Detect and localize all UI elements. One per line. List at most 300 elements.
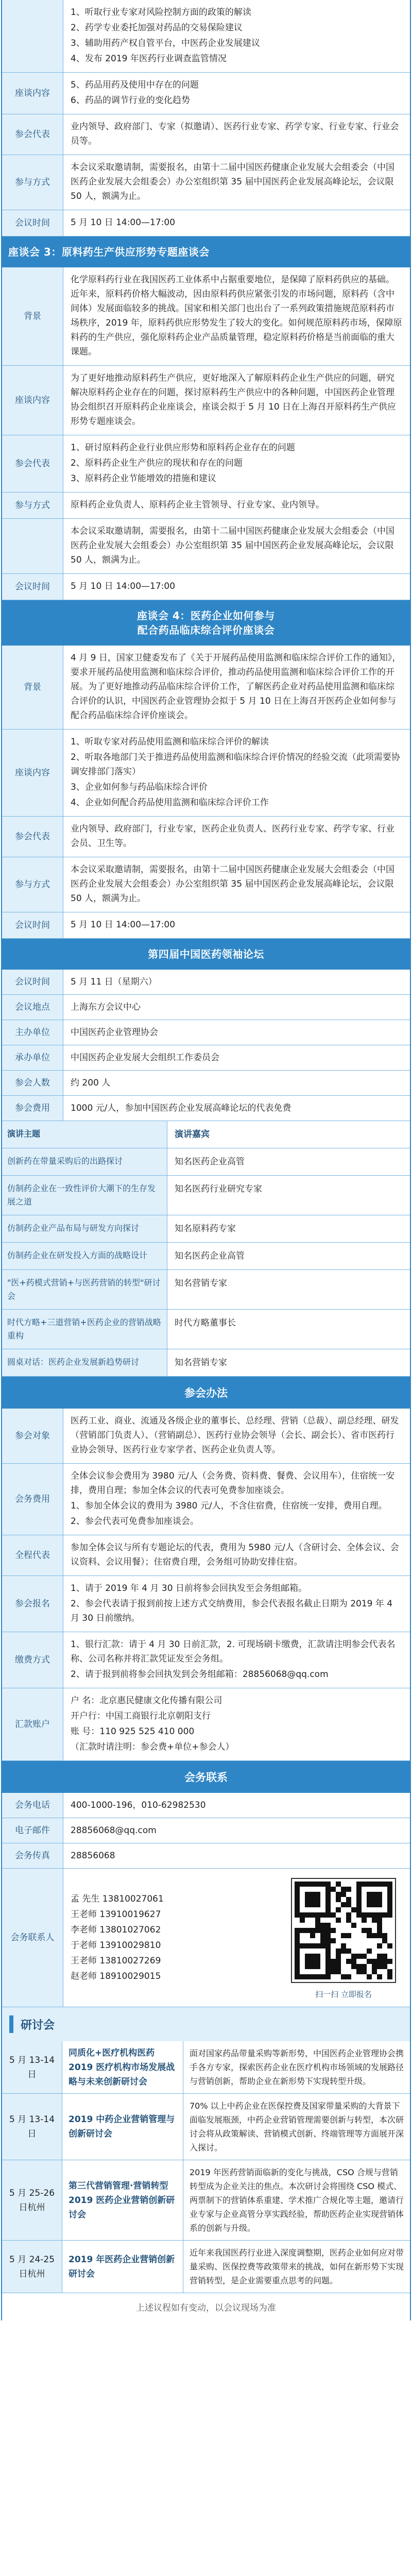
qr-module: [372, 1933, 377, 1938]
speech-row: [2, 1349, 410, 1377]
qr-module: [310, 1902, 315, 1907]
qr-module: [315, 1882, 320, 1887]
qr-module: [341, 1974, 346, 1979]
qr-module: [356, 1902, 362, 1907]
contacts-row: [2, 1869, 410, 2007]
s5-row: [2, 1535, 410, 1576]
contact-person: 王老师 13910019627: [71, 1909, 161, 1920]
s5-row-line: 1、银行汇款：请于 4 月 30 日前汇款，2. 可现场刷卡缴费，汇款请注明参会代表名称、公司名称并将汇款凭证发至会务组。: [71, 1639, 396, 1664]
s1-row-value: [63, 210, 410, 236]
s5-row-line: 医药工业、商业、流通及各级企业的董事长、总经理、营销（总裁）、副总经理、研发（营销部门负责人）、（营销副总）、医药行业协会领导（会长、副会长）、省市医药行业协会领导、医药行业专家学者、医药企业负责人等。: [71, 1416, 399, 1455]
s2-row: [2, 493, 410, 519]
seminar-description: 面对国家药品带量采购等新形势，中国医药企业管理协会携手各方专家，探索医药企业在医疗机构市场领域的发展路径与营销创新，帮助企业在新形势下实现转型升级。: [190, 2048, 404, 2086]
s3-row-line: 1、听取专家对药品使用监测和临床综合评价的解读: [71, 737, 269, 747]
qr-module: [325, 1969, 331, 1974]
s4-row: [2, 1020, 410, 1045]
s5-row: [2, 1464, 410, 1535]
qr-module: [336, 1882, 341, 1887]
qr-module: [310, 1912, 315, 1918]
contact-person: 孟 先生 13810027061: [71, 1894, 164, 1904]
qr-module: [310, 1933, 315, 1938]
qr-module: [295, 1897, 300, 1902]
contact-list: [71, 1891, 284, 1984]
speech-topic: 创新药在带量采购后的出路探讨: [2, 1148, 167, 1175]
qr-module: [325, 1912, 331, 1918]
seminar-name[interactable]: 2019 年医药企业营销创新研讨会: [62, 2241, 183, 2293]
s1-row-line: 本会议采取邀请制，需要报名，由第十二届中国医药健康企业发展大会组委会（中国医药企业发展大会组委会）办公室组织第 35 届中国医药企业发展高峰论坛，会议限 50 人，额满为止。: [71, 162, 394, 201]
qr-module: [377, 1928, 382, 1933]
speech-row: [2, 1310, 410, 1349]
s5-row-line: 2、参会代表可免费参加座谈会。: [71, 1516, 199, 1527]
seminars-footer-note: 上述议程如有变动，以会议现场为准: [136, 2303, 276, 2313]
qr-module: [331, 1928, 336, 1933]
qr-module: [372, 1918, 377, 1923]
s5-row-label: 会务费用: [2, 1464, 63, 1535]
seminar-row: [2, 2241, 410, 2293]
qr-module: [346, 1887, 351, 1892]
qr-module: [295, 1887, 300, 1892]
leaders-forum-title: 第四届中国医药领袖论坛: [2, 939, 410, 970]
s6-row: [2, 1843, 410, 1869]
s2-row-line: 1、研讨原料药企业行业供应形势和原料药企业存在的问题: [71, 443, 295, 453]
qr-module: [377, 1974, 382, 1979]
qr-module: [336, 1892, 341, 1897]
qr-module: [346, 1897, 351, 1902]
qr-module: [325, 1938, 331, 1943]
section-registration: [1, 1377, 411, 1761]
s3-row-value: [63, 857, 410, 912]
qr-module: [300, 1928, 305, 1933]
s5-row-label: 参会对象: [2, 1409, 63, 1463]
qr-module: [367, 1882, 372, 1887]
symposium-4-title: [2, 600, 410, 646]
qr-module: [325, 1902, 331, 1907]
qr-module: [315, 1912, 320, 1918]
s5-row: [2, 1576, 410, 1632]
qr-module: [315, 1943, 320, 1948]
qr-module: [320, 1938, 325, 1943]
s5-row-value: [63, 1576, 410, 1632]
qr-module: [325, 1892, 331, 1897]
qr-module: [315, 1974, 320, 1979]
s4-row: [2, 1096, 410, 1121]
seminar-row: [2, 2041, 410, 2094]
qr-module: [367, 1928, 372, 1933]
qr-module: [320, 1923, 325, 1928]
qr-module: [295, 1912, 300, 1918]
s5-row-line: （汇款时请注明：参会费+单位+参会人）: [71, 1742, 234, 1752]
qr-module: [377, 1912, 382, 1918]
s1-row-line: 1、听取行业专家对风险控制方面的政策的解读: [71, 7, 251, 18]
s2-row-line: 5 月 10 日 14:00—17:00: [71, 581, 176, 591]
s5-row-line: 账 号：110 925 525 410 000: [71, 1726, 195, 1737]
s2-row-label: 座谈内容: [2, 366, 63, 435]
qr-module: [382, 1912, 387, 1918]
qr-module: [351, 1964, 356, 1969]
s2-row: [2, 267, 410, 366]
qr-module: [387, 1969, 392, 1974]
seminar-date: 5 月 24-25 日杭州: [2, 2241, 62, 2293]
s1-row-line: 5、药品用药及使用中存在的问题: [71, 80, 199, 90]
qr-module: [305, 1964, 310, 1969]
s2-row-value: [63, 435, 410, 492]
qr-module: [305, 1902, 310, 1907]
speech-row: [2, 1243, 410, 1270]
s1-row-value: [63, 0, 410, 72]
qr-module: [300, 1974, 305, 1979]
speech-speaker: 知名营销专家: [175, 1278, 227, 1289]
qr-module: [295, 1907, 300, 1912]
qr-module: [362, 1969, 367, 1974]
section-leaders-forum: [1, 939, 411, 1377]
qr-module: [377, 1943, 382, 1948]
qr-module: [300, 1912, 305, 1918]
s5-row-line: 参加全体会议与所有专题论坛的代表，费用为 5980 元/人（含研讨会、全体会议、会议资料、会议用餐）；住宿费自理，会务组可协助安排住宿。: [71, 1543, 399, 1567]
qr-module: [362, 1912, 367, 1918]
s2-row: [2, 519, 410, 574]
speech-speaker: 知名医药企业高管: [175, 1251, 245, 1261]
qr-module: [336, 1954, 341, 1959]
qr-module: [305, 1959, 310, 1964]
qr-module: [387, 1943, 392, 1948]
qr-module: [387, 1882, 392, 1887]
s1-row: [2, 73, 410, 114]
qr-module: [310, 1954, 315, 1959]
qr-module: [310, 1897, 315, 1902]
qr-module: [387, 1912, 392, 1918]
qr-module: [346, 1974, 351, 1979]
s1-row-line: 6、药品的调节行业的变化趋势: [71, 95, 190, 106]
s3-row-line: 2、听取各地部门关于推进药品使用监测和临床综合评价情况的经验交流（此项需要协调安排部门落实）: [71, 752, 400, 777]
qr-module: [320, 1882, 325, 1887]
s4-row-value: 中国医药企业发展大会组织工作委员会: [71, 1053, 219, 1063]
qr-module: [315, 1897, 320, 1902]
section-symposium-3: [1, 236, 411, 600]
speech-topic-header: 演讲主题: [2, 1121, 167, 1148]
speech-topic: 仿制药企业产品布局与研发方向探讨: [2, 1215, 167, 1242]
s2-row-line: 原料药企业负责人、原料药企业主管领导、行业专家、业内领导。: [71, 500, 324, 510]
qr-module: [356, 1912, 362, 1918]
speech-row: [2, 1215, 410, 1243]
s3-row-line: 4、企业如何配合药品使用监测和临床综合评价工作: [71, 798, 269, 808]
speech-topic: 圆桌对话：医药企业发展新趋势研讨: [2, 1349, 167, 1376]
qr-module: [382, 1938, 387, 1943]
qr-module: [295, 1928, 300, 1933]
s2-row-value: [63, 267, 410, 365]
qr-module: [341, 1892, 346, 1897]
qr-module: [295, 1959, 300, 1964]
s5-row-value: [63, 1535, 410, 1575]
speech-speaker: 知名原料药专家: [175, 1224, 236, 1234]
qr-module: [346, 1902, 351, 1907]
s1-row: [2, 0, 410, 73]
qr-module: [331, 1964, 336, 1969]
s5-row-line: 2、参会代表请于报到前按上述方式交纳费用，参会代表报名截止日期为 2019 年 4 月 30 日前缴纳。: [71, 1599, 393, 1623]
s6-row-label: 会务传真: [2, 1843, 63, 1868]
s3-row: [2, 646, 410, 730]
s4-row-label: 参会费用: [2, 1096, 63, 1121]
qr-module: [310, 1959, 315, 1964]
qr-module: [372, 1964, 377, 1969]
s5-row-line: 1、请于 2019 年 4 月 30 日前将参会回执发至会务组邮箱。: [71, 1583, 307, 1594]
qr-module: [305, 1943, 310, 1948]
section-symposium-4: [1, 600, 411, 939]
s1-row-label: 会议时间: [2, 210, 63, 236]
s1-row-line: 业内领导、政府部门、专家（拟邀请）、医药行业专家、药学专家、行业专家、行业会员等。: [71, 122, 399, 146]
s6-row-value: 400-1000-196，010-62982530: [71, 1800, 206, 1810]
qr-module: [305, 1892, 310, 1897]
qr-module: [320, 1928, 325, 1933]
qr-module: [387, 1907, 392, 1912]
qr-module: [382, 1959, 387, 1964]
qr-module: [336, 1948, 341, 1954]
qr-module: [295, 1969, 300, 1974]
qr-module: [320, 1933, 325, 1938]
qr-module: [372, 1912, 377, 1918]
seminar-description: 2019 年医药营销面临新的变化与挑战，CSO 合规与营销转型成为企业关注的焦点。本次研讨会将围绕 CSO 模式、两票制下的营销体系重建、学术推广合规化等主题，邀请行业专家与企业高管分享实践经验，帮助医药企业实现营销体系的创新与升级。: [190, 2167, 404, 2233]
speech-topic: "医+药模式营销+与医药营销的转型"研讨会: [2, 1270, 167, 1309]
contact-person: 赵老师 18910029015: [71, 1971, 161, 1981]
s5-row-label: 参会报名: [2, 1576, 63, 1632]
qr-module: [341, 1902, 346, 1907]
s1-row-label: 座谈内容: [2, 73, 63, 114]
s2-row: [2, 574, 410, 600]
qr-module: [341, 1887, 346, 1892]
s3-row-line: 业内领导、政府部门，行业专家，医药企业负责人、医药行业专家、药学专家、行业会员、卫生等。: [71, 824, 394, 849]
s3-row-value: [63, 730, 410, 816]
s5-row-value: [63, 1464, 410, 1535]
seminar-description: 70% 以上中药企业在医保控费及国家带量采购的大背景下面临发展瓶颈，中药企业营销管理需要创新与转型，本次研讨会将从政策解读、营销模式创新、终端管理等方面展开深入探讨。: [190, 2101, 404, 2153]
qr-module: [315, 1964, 320, 1969]
s6-row: [2, 1818, 410, 1843]
qr-module: [300, 1882, 305, 1887]
s2-row-label: 参会代表: [2, 435, 63, 492]
symposium-4-title-line2: 配合药品临床综合评价座谈会: [137, 624, 275, 636]
seminar-name[interactable]: 第三代营销管理·营销转型 2019 医药企业营销创新研讨会: [62, 2160, 183, 2240]
qr-module: [310, 1928, 315, 1933]
s4-row-value: 约 200 人: [71, 1078, 111, 1088]
qr-module: [367, 1902, 372, 1907]
qr-module: [325, 1887, 331, 1892]
qr-module: [372, 1959, 377, 1964]
qr-module: [387, 1887, 392, 1892]
s3-row: [2, 817, 410, 857]
s3-row-line: 3、企业如何参与药品临床综合评价: [71, 782, 208, 792]
s2-row-label: 背景: [2, 267, 63, 365]
s2-row-line: 为了更好地推动原料药生产供应，更好地深入了解原料药企业生产供应的问题，研究解决原料药企业存在的问题，探讨原料药生产供应中的各种问题，中国医药企业管理协会组织召开原料药企业座谈会，座谈会拟于 5 月 10 日在上海召开原料药生产供应形势专题座谈会。: [71, 373, 397, 427]
s3-row-label: 背景: [2, 646, 63, 729]
qr-module: [325, 1964, 331, 1969]
qr-module: [372, 1897, 377, 1902]
qr-module: [336, 1969, 341, 1974]
qr-module: [367, 1933, 372, 1938]
qr-module: [310, 1974, 315, 1979]
qr-module: [325, 1943, 331, 1948]
qr-module: [362, 1918, 367, 1923]
qr-module: [341, 1943, 346, 1948]
qr-module: [295, 1954, 300, 1959]
s3-row-line: 本会议采取邀请制，需要报名，由第十二届中国医药健康企业发展大会组委会（中国医药企业发展大会组委会）办公室组织第 35 届中国医药企业发展高峰论坛，会议限 50 人，额满为止。: [71, 865, 394, 904]
qr-module: [315, 1954, 320, 1959]
s3-row-label: 参与方式: [2, 857, 63, 912]
s5-row-line: 1、参加全体会议的费用为 3980 元/人，不含住宿费，住宿统一安排，费用自理。: [71, 1501, 387, 1511]
s3-row-value: [63, 646, 410, 729]
s2-row-line: 3、原料药企业节能增效的措施和建议: [71, 473, 216, 484]
symposium-3-title: 座谈会 3：原料药生产供应形势专题座谈会: [2, 236, 410, 267]
qr-module: [331, 1887, 336, 1892]
speech-topic: 时代方略+三道营销+医药企业的营销战略重构: [2, 1310, 167, 1349]
qr-module: [356, 1969, 362, 1974]
s2-row-label: 会议时间: [2, 574, 63, 600]
qr-module: [362, 1954, 367, 1959]
qr-module: [367, 1959, 372, 1964]
qr-module: [377, 1892, 382, 1897]
qr-module: [367, 1948, 372, 1954]
qr-module: [315, 1918, 320, 1923]
s4-row-value: 1000 元/人，参加中国医药企业发展高峰论坛的代表免费: [71, 1103, 291, 1113]
qr-module: [362, 1964, 367, 1969]
s5-row-value: [63, 1409, 410, 1463]
s3-row: [2, 912, 410, 939]
seminar-date: 5 月 13-14 日: [2, 2041, 62, 2093]
s2-row-value: [63, 366, 410, 435]
s2-row-value: [63, 574, 410, 600]
s5-row: [2, 1632, 410, 1688]
qr-module: [336, 1918, 341, 1923]
qr-module: [325, 1923, 331, 1928]
qr-module: [362, 1882, 367, 1887]
qr-module: [351, 1907, 356, 1912]
s2-row-value: [63, 493, 410, 518]
qr-module: [377, 1918, 382, 1923]
qr-module: [325, 1928, 331, 1933]
seminar-date: 5 月 13-14 日: [2, 2094, 62, 2160]
s5-row-line: 全体会议参会费用为 3980 元/人（会务费、资料费、餐费、会议用车），住宿统一安排，费用自理；参加全体会议的代表可免费参加座谈会。: [71, 1471, 395, 1496]
s3-row-line: 4 月 9 日，国家卫健委发布了《关于开展药品使用监测和临床综合评价工作的通知》，要求开展药品使用监测和临床综合评价，推动药品使用监测和临床综合评价工作的开展。为了更好地推动药品临床综合评价工作，了解医药企业对药品使用监测和临床综合评价的认识，中国医药企业管理协会拟于 5 月 10 日在上海召开医药企业如何参与配合药品临床综合评价座谈会。: [71, 653, 401, 721]
s2-row-label: 参与方式: [2, 493, 63, 518]
s1-row-value: [63, 114, 410, 155]
qr-module: [305, 1928, 310, 1933]
qr-module: [295, 1938, 300, 1943]
seminar-row: [2, 2094, 410, 2160]
s2-row-value: [63, 519, 410, 573]
speech-table-header: [2, 1121, 410, 1148]
registration-title: 参会办法: [2, 1377, 410, 1409]
qr-module: [295, 1974, 300, 1979]
qr-module: [331, 1959, 336, 1964]
qr-module: [315, 1959, 320, 1964]
speech-speaker: 知名营销专家: [175, 1358, 227, 1368]
section-symposium-2: [1, 0, 411, 236]
qr-module: [315, 1902, 320, 1907]
s5-row: [2, 1688, 410, 1761]
s2-row-line: 本会议采取邀请制，需要报名，由第十二届中国医药健康企业发展大会组委会（中国医药企业发展大会组委会）办公室组织第 35 届中国医药企业发展高峰论坛，会议限 50 人，额满为止。: [71, 526, 394, 565]
qr-code[interactable]: [291, 1878, 396, 1983]
qr-module: [362, 1928, 367, 1933]
qr-module: [295, 1964, 300, 1969]
qr-module: [356, 1897, 362, 1902]
qr-module: [356, 1907, 362, 1912]
qr-module: [315, 1928, 320, 1933]
qr-module: [346, 1948, 351, 1954]
qr-module: [325, 1948, 331, 1954]
qr-module: [310, 1964, 315, 1969]
qr-module: [382, 1964, 387, 1969]
qr-module: [356, 1887, 362, 1892]
contact-title: 会务联系: [2, 1761, 410, 1793]
qr-module: [295, 1933, 300, 1938]
qr-module: [300, 1918, 305, 1923]
s4-row-label: 会议时间: [2, 970, 63, 994]
qr-module: [372, 1892, 377, 1897]
qr-module: [336, 1959, 341, 1964]
qr-module: [305, 1912, 310, 1918]
qr-module: [351, 1954, 356, 1959]
qr-module: [325, 1897, 331, 1902]
s5-row-line: 2、请于报到前将参会回执发到会务组邮箱：28856068@qq.com: [71, 1669, 329, 1680]
s5-row: [2, 1409, 410, 1464]
qr-module: [377, 1882, 382, 1887]
qr-module: [346, 1933, 351, 1938]
qr-module: [295, 1892, 300, 1897]
qr-module: [377, 1964, 382, 1969]
qr-module: [341, 1948, 346, 1954]
speech-speaker: 知名医药企业高管: [175, 1157, 245, 1167]
s3-row: [2, 730, 410, 817]
s2-row-line: 2、原料药企业生产供应的现状和存在的问题: [71, 458, 243, 468]
qr-module: [325, 1907, 331, 1912]
qr-module: [305, 1897, 310, 1902]
seminar-date: 5 月 25-26 日杭州: [2, 2160, 62, 2240]
s3-row-label: 会议时间: [2, 912, 63, 938]
s1-row-line: 2、药学专业委托加强对药品的交易保险建议: [71, 23, 243, 33]
qr-module: [377, 1933, 382, 1938]
qr-module: [346, 1918, 351, 1923]
qr-module: [356, 1954, 362, 1959]
qr-module: [295, 1902, 300, 1907]
section-seminars: [1, 2007, 411, 2320]
qr-module: [367, 1897, 372, 1902]
s1-row: [2, 114, 410, 155]
s5-row-label: 缴费方式: [2, 1632, 63, 1688]
qr-module: [367, 1912, 372, 1918]
s6-row-value: 28856068@qq.com: [71, 1825, 157, 1836]
qr-module: [367, 1974, 372, 1979]
qr-caption: 扫一扫 立即报名: [315, 1990, 372, 1999]
s3-row-label: 座谈内容: [2, 730, 63, 816]
s1-row: [2, 155, 410, 210]
s1-row: [2, 210, 410, 236]
qr-module: [356, 1964, 362, 1969]
seminars-title: 研讨会: [21, 2019, 55, 2032]
qr-module: [377, 1954, 382, 1959]
speech-speaker-header: 演讲嘉宾: [175, 1129, 210, 1140]
qr-module: [387, 1959, 392, 1964]
qr-module: [356, 1892, 362, 1897]
s4-row: [2, 970, 410, 995]
seminars-header: [2, 2007, 410, 2041]
s4-row-label: 参会人数: [2, 1071, 63, 1095]
s6-row: [2, 1793, 410, 1818]
s2-row-label: [2, 519, 63, 573]
s1-row-label: [2, 0, 63, 72]
seminar-name[interactable]: 同质化+医疗机构医药 2019 医疗机构市场发展战略与未来创新研讨会: [62, 2041, 183, 2093]
seminar-name[interactable]: 2019 中药企业营销管理与创新研讨会: [62, 2094, 183, 2160]
qr-module: [315, 1923, 320, 1928]
s3-row-line: 5 月 10 日 14:00—17:00: [71, 920, 176, 930]
s1-row-value: [63, 155, 410, 210]
qr-module: [331, 1912, 336, 1918]
